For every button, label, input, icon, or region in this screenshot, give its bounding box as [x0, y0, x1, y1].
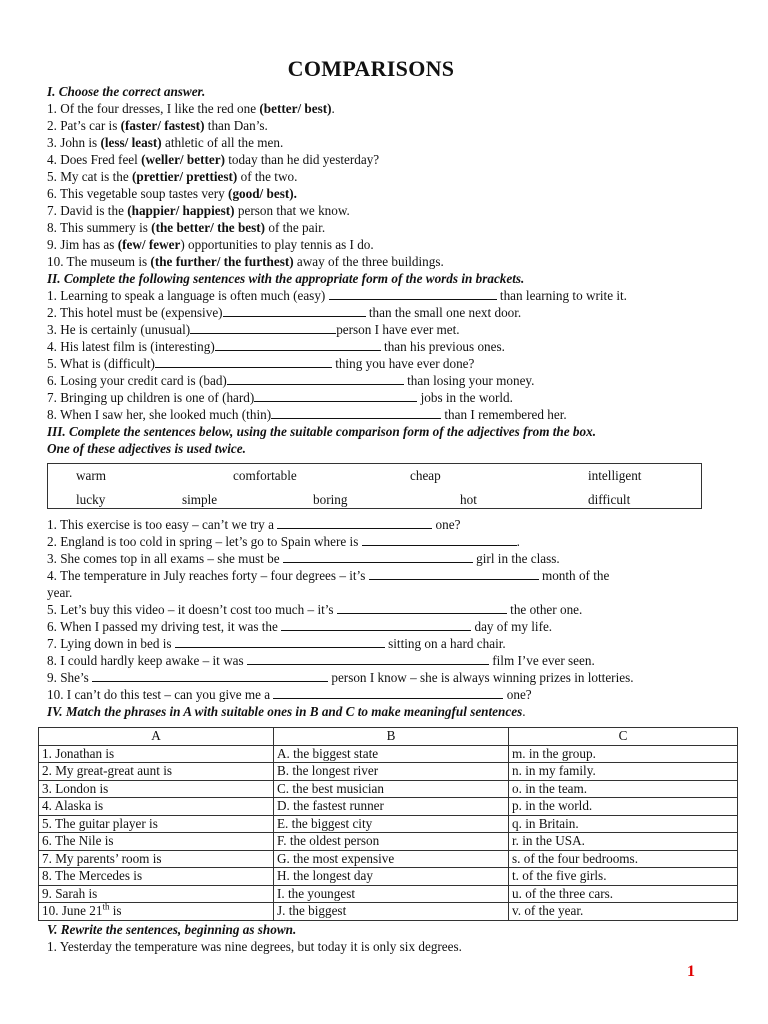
s3-item: 2. England is too cold in spring – let’s go to Spain where is .: [47, 534, 520, 549]
adjective-word: comfortable: [233, 468, 297, 483]
cell-a: 5. The guitar player is: [39, 815, 274, 833]
s3-item: 5. Let’s buy this video – it doesn’t cost too much – it’s the other one.: [47, 602, 583, 617]
s5-item: 1. Yesterday the temperature was nine degrees, but today it is only six degrees.: [47, 938, 462, 954]
section-1-list: [47, 100, 707, 270]
cell-a: 4. Alaska is: [39, 798, 274, 816]
s3-item: 1. This exercise is too easy – can’t we try a one?: [47, 517, 461, 532]
table-row: [39, 780, 738, 798]
cell-a: 2. My great-great aunt is: [39, 763, 274, 781]
answer-blank[interactable]: [175, 635, 385, 648]
answer-blank[interactable]: [155, 355, 332, 368]
cell-c: v. of the year.: [509, 903, 738, 921]
cell-b: I. the youngest: [274, 885, 509, 903]
s1-item: 4. Does Fred feel (weller/ better) today than he did yesterday?: [47, 152, 380, 167]
answer-blank[interactable]: [227, 372, 404, 385]
section-4-heading: IV. Match the phrases in A with suitable ones in B and C to make meaningful sentences.: [47, 704, 526, 719]
section-2-list: [47, 287, 707, 423]
page-title: COMPARISONS: [287, 56, 455, 81]
s2-item: 3. He is certainly (unusual) person I have ever met.: [47, 322, 460, 337]
cell-b: D. the fastest runner: [274, 798, 509, 816]
cell-c: r. in the USA.: [509, 833, 738, 851]
adjective-word: boring: [313, 492, 348, 507]
table-row: [39, 885, 738, 903]
s3-item: 9. She’s person I know – she is always winning prizes in lotteries.: [47, 670, 634, 685]
cell-c: n. in my family.: [509, 763, 738, 781]
cell-c: s. of the four bedrooms.: [509, 850, 738, 868]
section-3-subheading: One of these adjectives is used twice.: [47, 441, 246, 456]
s3-item: 3. She comes top in all exams – she must be girl in the class.: [47, 551, 560, 566]
answer-blank[interactable]: [92, 669, 328, 682]
cell-b: B. the longest river: [274, 763, 509, 781]
adjective-word: hot: [460, 492, 477, 507]
table-row: [39, 850, 738, 868]
s1-item: 3. John is (less/ least) athletic of all the men.: [47, 135, 284, 150]
section-3-list: [47, 516, 707, 703]
adjective-word: difficult: [588, 492, 631, 507]
answer-blank[interactable]: [281, 618, 471, 631]
answer-blank[interactable]: [190, 321, 336, 334]
section-1-heading: I. Choose the correct answer.: [47, 84, 206, 99]
answer-blank[interactable]: [283, 550, 473, 563]
s2-item: 6. Losing your credit card is (bad) than losing your money.: [47, 373, 535, 388]
table-row: [39, 903, 738, 921]
worksheet-content: [42, 83, 707, 955]
cell-c: t. of the five girls.: [509, 868, 738, 886]
column-header-b: B: [274, 728, 509, 746]
s3-item: 6. When I passed my driving test, it was the day of my life.: [47, 619, 553, 634]
s3-item: 4. The temperature in July reaches forty – four degrees – it’s month of the: [47, 568, 610, 583]
adjective-word: lucky: [76, 492, 106, 507]
s3-item: 7. Lying down in bed is sitting on a hard chair.: [47, 636, 506, 651]
table-row: [39, 868, 738, 886]
cell-a: 6. The Nile is: [39, 833, 274, 851]
cell-b: G. the most expensive: [274, 850, 509, 868]
cell-b: E. the biggest city: [274, 815, 509, 833]
section-2-heading: II. Complete the following sentences with the appropriate form of the words in brackets.: [47, 271, 525, 286]
table-row: [39, 833, 738, 851]
column-header-c: C: [509, 728, 738, 746]
answer-blank[interactable]: [254, 389, 417, 402]
s3-item: 10. I can’t do this test – can you give me a one?: [47, 687, 532, 702]
section-3-heading: III. Complete the sentences below, using the suitable comparison form of the adjectives from the box.: [47, 424, 596, 439]
cell-b: F. the oldest person: [274, 833, 509, 851]
table-row: [39, 745, 738, 763]
s1-item: 5. My cat is the (prettier/ prettiest) of the two.: [47, 169, 298, 184]
cell-c: u. of the three cars.: [509, 885, 738, 903]
table-row: [39, 815, 738, 833]
s2-item: 1. Learning to speak a language is often much (easy) than learning to write it.: [47, 288, 627, 303]
cell-b: C. the best musician: [274, 780, 509, 798]
answer-blank[interactable]: [215, 338, 381, 351]
s1-item: 9. Jim has as (few/ fewer) opportunities to play tennis as I do.: [47, 237, 374, 252]
cell-b: J. the biggest: [274, 903, 509, 921]
cell-c: m. in the group.: [509, 745, 738, 763]
table-header-row: [39, 728, 738, 746]
adjective-box: [47, 463, 702, 509]
cell-a: 1. Jonathan is: [39, 745, 274, 763]
cell-c: q. in Britain.: [509, 815, 738, 833]
answer-blank[interactable]: [362, 533, 517, 546]
adjective-word: cheap: [410, 468, 441, 483]
s2-item: 4. His latest film is (interesting) than his previous ones.: [47, 339, 505, 354]
s3-item-continuation: year.: [47, 585, 73, 600]
cell-a: 3. London is: [39, 780, 274, 798]
cell-a: 10. June 21th is: [39, 903, 274, 921]
cell-a: 9. Sarah is: [39, 885, 274, 903]
answer-blank[interactable]: [273, 686, 503, 699]
s1-item: 2. Pat’s car is (faster/ fastest) than Dan’s.: [47, 118, 268, 133]
matching-table: [38, 727, 738, 921]
answer-blank[interactable]: [223, 304, 366, 317]
s2-item: 5. What is (difficult) thing you have ever done?: [47, 356, 475, 371]
answer-blank[interactable]: [329, 287, 497, 300]
page-number: 1: [687, 963, 695, 980]
cell-b: A. the biggest state: [274, 745, 509, 763]
s2-item: 8. When I saw her, she looked much (thin) than I remembered her.: [47, 407, 567, 422]
column-header-a: A: [39, 728, 274, 746]
s1-item: 10. The museum is (the further/ the furthest) away of the three buildings.: [47, 254, 444, 269]
s1-item: 6. This vegetable soup tastes very (good/ best).: [47, 186, 297, 201]
s2-item: 7. Bringing up children is one of (hard) jobs in the world.: [47, 390, 513, 405]
adjective-word: warm: [76, 468, 107, 483]
cell-a: 8. The Mercedes is: [39, 868, 274, 886]
s1-item: 7. David is the (happier/ happiest) person that we know.: [47, 203, 350, 218]
section-5-heading: V. Rewrite the sentences, beginning as shown.: [47, 921, 297, 937]
cell-c: p. in the world.: [509, 798, 738, 816]
answer-blank[interactable]: [369, 567, 539, 580]
answer-blank[interactable]: [277, 516, 432, 529]
s1-item: 8. This summery is (the better/ the best) of the pair.: [47, 220, 326, 235]
s3-item: 8. I could hardly keep awake – it was film I’ve ever seen.: [47, 653, 595, 668]
adjective-word: intelligent: [588, 468, 642, 483]
answer-blank[interactable]: [271, 406, 441, 419]
cell-c: o. in the team.: [509, 780, 738, 798]
adjective-word: simple: [182, 492, 218, 507]
cell-a: 7. My parents’ room is: [39, 850, 274, 868]
table-row: [39, 763, 738, 781]
cell-b: H. the longest day: [274, 868, 509, 886]
table-row: [39, 798, 738, 816]
answer-blank[interactable]: [337, 601, 507, 614]
s2-item: 2. This hotel must be (expensive) than the small one next door.: [47, 305, 522, 320]
answer-blank[interactable]: [247, 652, 489, 665]
s1-item: 1. Of the four dresses, I like the red one (better/ best).: [47, 101, 335, 116]
